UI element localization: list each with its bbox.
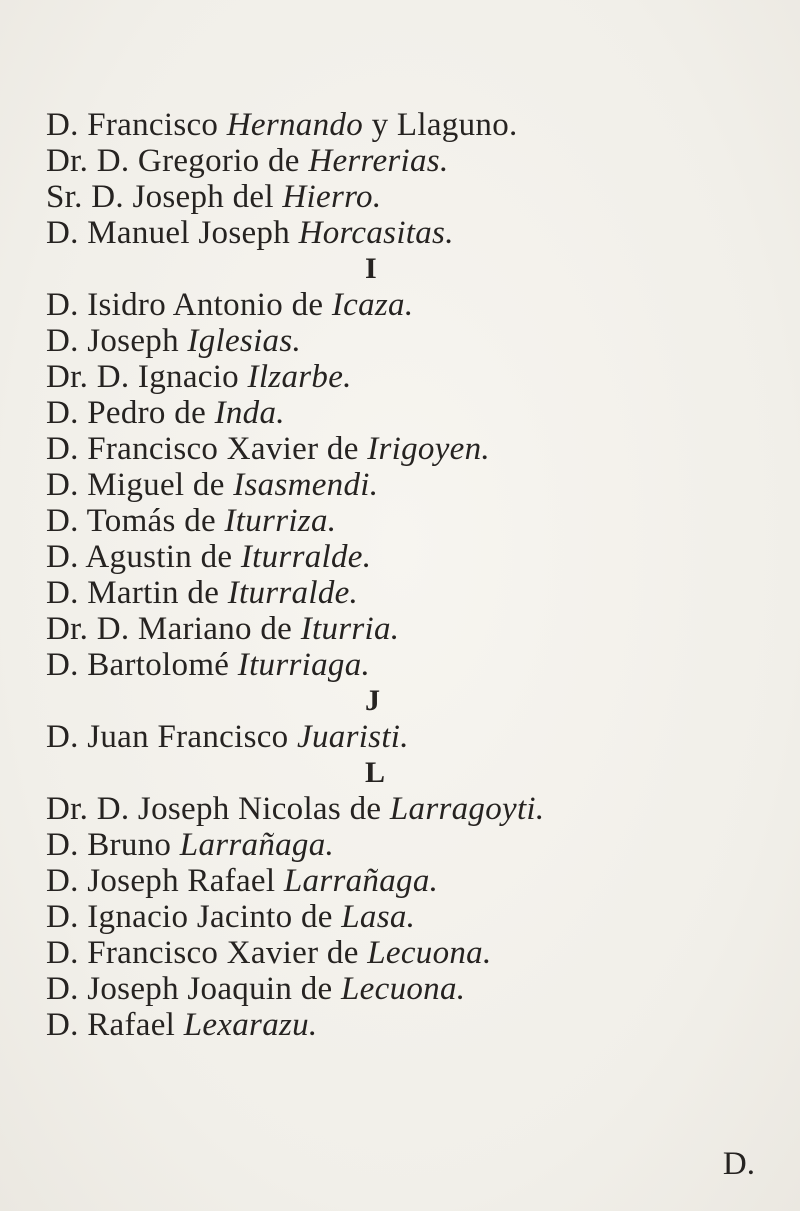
name-entry (46, 503, 746, 539)
surname: Iturria. (300, 611, 400, 647)
surname: Juaristi. (297, 719, 409, 755)
surname: Herrerias. (308, 143, 449, 179)
section-letter: J (365, 684, 380, 717)
catchword: D. (722, 1146, 755, 1182)
given-name: Dr. D. Mariano de (46, 611, 301, 647)
name-entry (46, 1007, 746, 1043)
subscriber-list (46, 107, 746, 1043)
surname: Iturralde. (240, 539, 372, 575)
name-entry (46, 287, 746, 323)
given-name: D. Manuel Joseph (46, 215, 299, 251)
surname: Larrañaga. (283, 863, 439, 899)
given-name: D. Agustin de (46, 539, 241, 575)
surname: Lecuona. (341, 971, 466, 1007)
surname: Larrañaga. (179, 827, 335, 863)
given-name: D. Martin de (46, 575, 228, 611)
given-name: D. Tomás de (46, 503, 225, 539)
surname: Hierro. (282, 179, 382, 215)
given-name: Dr. D. Gregorio de (46, 143, 309, 179)
name-entry (46, 359, 746, 395)
name-entry (46, 863, 746, 899)
surname: Iturriza. (224, 503, 337, 539)
name-entry (46, 611, 746, 647)
surname: Ilzarbe. (247, 359, 352, 395)
given-name: D. Francisco Xavier de (46, 431, 368, 467)
given-name: Sr. D. Joseph del (46, 179, 283, 215)
given-name: D. Pedro de (46, 395, 215, 431)
given-name: Dr. D. Ignacio (46, 359, 248, 395)
given-name: D. Isidro Antonio de (46, 287, 332, 323)
given-name: D. Miguel de (46, 467, 234, 503)
surname: Larragoyti. (389, 791, 545, 827)
given-name: D. Francisco (46, 107, 227, 143)
name-entry (46, 899, 746, 935)
surname: Iturriaga. (237, 647, 371, 683)
name-entry (46, 935, 746, 971)
surname: Lecuona. (367, 935, 492, 971)
surname: Hernando (226, 107, 364, 143)
surname: Iturralde. (227, 575, 359, 611)
name-entry (46, 539, 746, 575)
name-entry (46, 467, 746, 503)
surname: Lasa. (341, 899, 416, 935)
name-entry (46, 647, 746, 683)
name-entry (46, 395, 746, 431)
name-entry (46, 143, 746, 179)
surname: Isasmendi. (233, 467, 379, 503)
name-entry (46, 791, 746, 827)
section-letter: L (365, 756, 386, 789)
given-name: D. Francisco Xavier de (46, 935, 368, 971)
given-name: D. Juan Francisco (46, 719, 298, 755)
given-name: D. Bartolomé (46, 647, 238, 683)
given-name: D. Rafael (46, 1007, 184, 1043)
given-name: D. Joseph (46, 323, 188, 359)
given-name: D. Joseph Joaquin de (46, 971, 342, 1007)
name-entry (46, 827, 746, 863)
name-entry (46, 215, 746, 251)
surname: Icaza. (331, 287, 414, 323)
section-letter: I (365, 252, 377, 285)
given-name: D. Bruno (46, 827, 180, 863)
surname: Inda. (214, 395, 285, 431)
name-entry (46, 719, 746, 755)
surname: Iglesias. (187, 323, 302, 359)
name-entry (46, 431, 746, 467)
surname: Irigoyen. (367, 431, 490, 467)
name-entry (46, 179, 746, 215)
name-entry (46, 323, 746, 359)
name-suffix: y Llaguno. (363, 107, 518, 143)
given-name: D. Joseph Rafael (46, 863, 284, 899)
given-name: Dr. D. Joseph Nicolas de (46, 791, 390, 827)
given-name: D. Ignacio Jacinto de (46, 899, 342, 935)
name-entry (46, 575, 746, 611)
surname: Horcasitas. (298, 215, 454, 251)
surname: Lexarazu. (183, 1007, 318, 1043)
name-entry (46, 107, 746, 143)
name-entry (46, 971, 746, 1007)
